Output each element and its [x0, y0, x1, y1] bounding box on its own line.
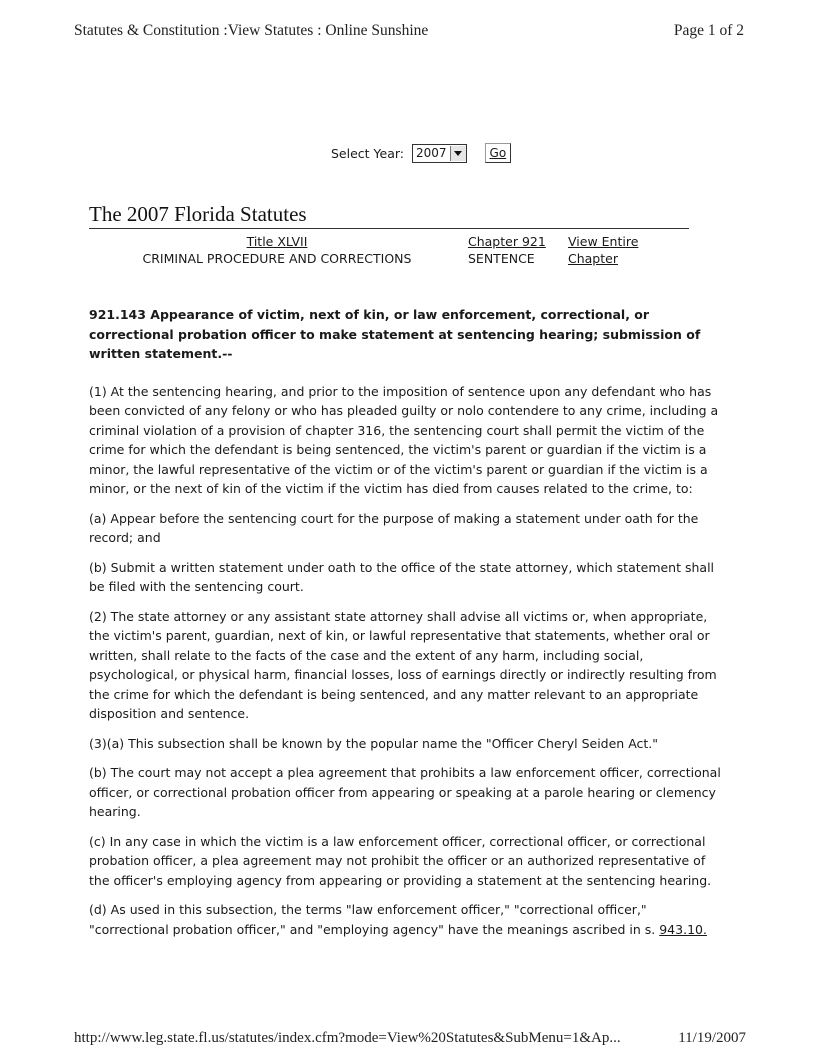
chapter-name: SENTENCE: [468, 251, 535, 266]
section-heading: 921.143 Appearance of victim, next of kin, or law enforcement, correctional, or correctional probation officer to make statement at sentencing hearing; submission of written statement.--: [89, 307, 701, 361]
paragraph-3d: [89, 900, 729, 939]
paragraph-1b: (b) Submit a written statement under oath to the office of the state attorney, which statement shall be filed with the sentencing court.: [89, 559, 715, 594]
chapter-link[interactable]: Chapter 921: [468, 234, 546, 249]
paragraph-3d-text: (d) As used in this subsection, the terms "law enforcement officer," "correctional officer," "correctional probation officer," and "employing agency" have the meanings ascribed in s.: [89, 902, 660, 937]
print-footer: [74, 1030, 746, 1047]
print-header: [74, 22, 744, 40]
year-dropdown-value: 2007: [416, 146, 447, 160]
select-year-label: Select Year:: [331, 145, 404, 161]
chevron-down-icon[interactable]: [450, 146, 466, 161]
statute-content: [89, 305, 729, 949]
paragraph-3a: (3)(a) This subsection shall be known by the popular name the "Officer Cheryl Seiden Act.": [89, 735, 659, 751]
paragraph-1: (1) At the sentencing hearing, and prior to the imposition of sentence upon any defendant who has been convicted of any felony or who has pleaded guilty or nolo contendere to any crime, including a criminal violation of a provision of chapter 316, the sentencing court shall permit the victim of the crime for which the defendant is being sentenced, the victim's parent or guardian if the victim is a minor, the lawful representative of the victim or of the victim's parent or guardian if the victim is a minor, or the next of kin of the victim if the victim has died from causes related to the crime, to:: [89, 383, 719, 496]
year-selector: [331, 143, 511, 163]
title-name: CRIMINAL PROCEDURE AND CORRECTIONS: [142, 251, 412, 266]
statute-943-10-link[interactable]: 943.10.: [659, 921, 707, 937]
go-button[interactable]: Go: [485, 143, 512, 163]
title-link[interactable]: Title XLVII: [246, 234, 308, 249]
view-entire-chapter-link[interactable]: View Entire Chapter: [568, 234, 639, 266]
year-dropdown[interactable]: [412, 144, 467, 163]
chapter-column: [468, 233, 546, 267]
paragraph-2: (2) The state attorney or any assistant state attorney shall advise all victims or, when appropriate, the victim's parent, guardian, next of kin, or lawful representative that statements, whether oral or written, shall relate to the facts of the case and the extent of any harm, including social, psychological, or physical harm, financial losses, loss of earnings directly or indirectly resulting from the crime for which the defendant is being sentenced, and any matter relevant to an appropriate disposition and sentence.: [89, 608, 717, 721]
paragraph-3c: (c) In any case in which the victim is a law enforcement officer, correctional officer, or correctional probation officer, a plea agreement may not prohibit the officer or an authorized representative of the officer's employing agency from appearing or providing a statement at the sentencing hearing.: [89, 833, 712, 888]
paragraph-3b: (b) The court may not accept a plea agreement that prohibits a law enforcement officer, correctional officer, or correctional probation officer from appearing or speaking at a parole hearing or clemency hearing.: [89, 765, 721, 819]
title-column: [127, 233, 427, 267]
page-number: Page 1 of 2: [673, 22, 744, 39]
paragraph-1a: (a) Appear before the sentencing court for the purpose of making a statement under oath for the record; and: [89, 510, 699, 545]
page-title: The 2007 Florida Statutes: [89, 202, 307, 226]
title-divider: [89, 228, 689, 229]
view-column: [568, 233, 689, 267]
page-url: http://www.leg.state.fl.us/statutes/index.cfm?mode=View%20Statutes&SubMenu=1&Ap...: [74, 1030, 621, 1046]
print-date: 11/19/2007: [678, 1030, 746, 1046]
print-header-title: Statutes & Constitution :View Statutes : Online Sunshine: [74, 22, 429, 39]
